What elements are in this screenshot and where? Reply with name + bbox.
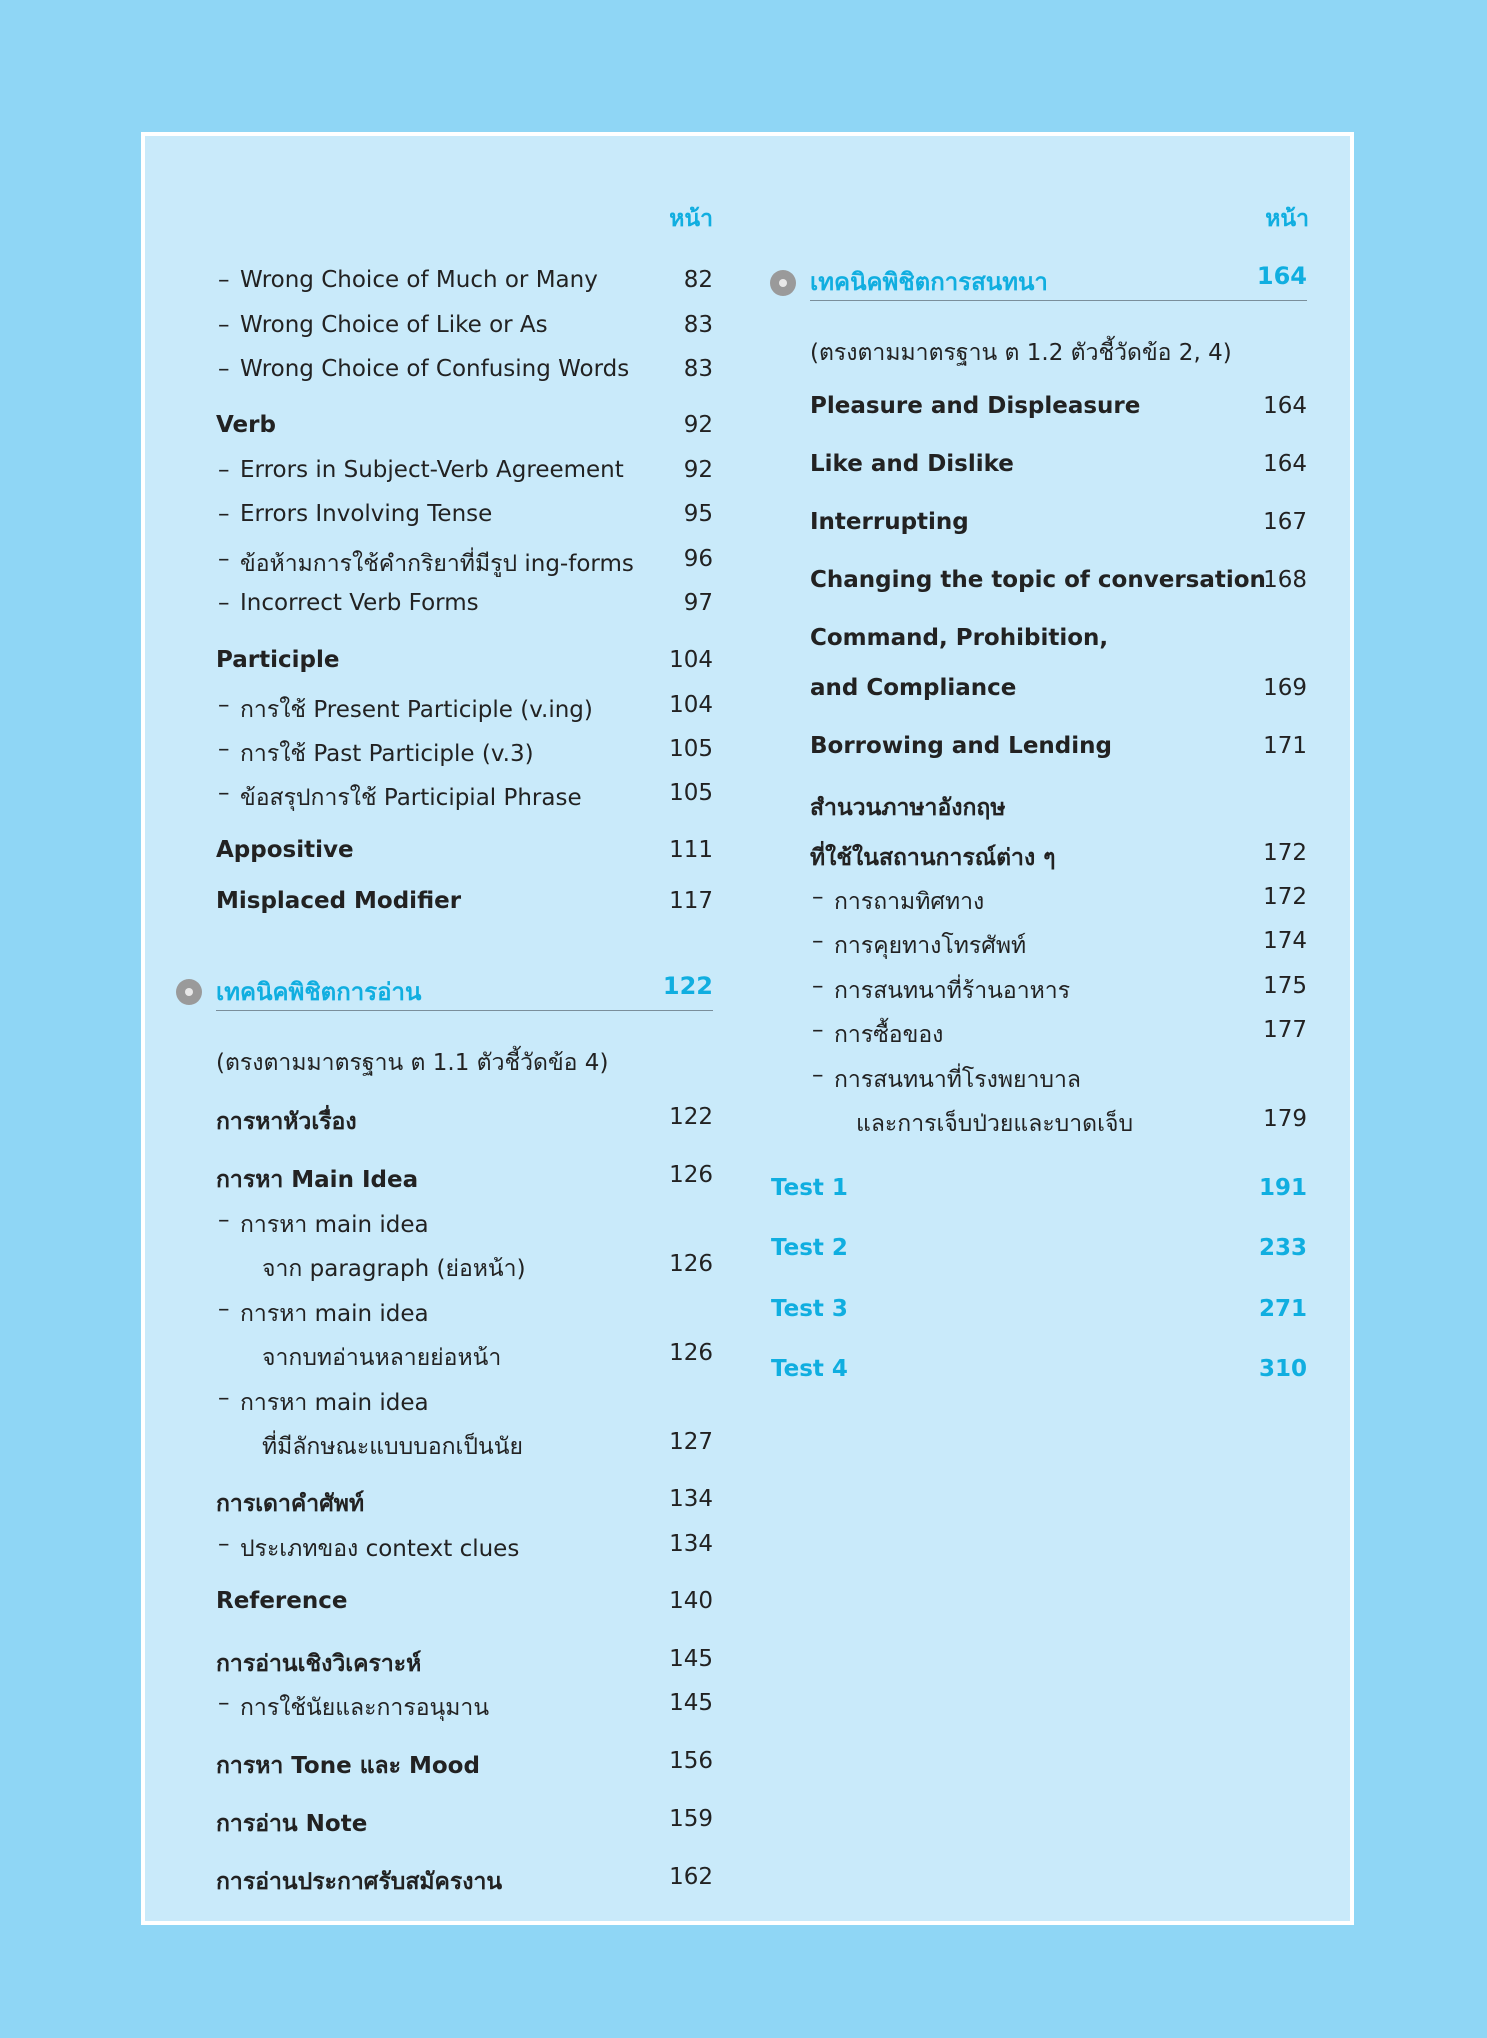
standard-note: (ตรงตามมาตรฐาน ต 1.2 ตัวชี้วัดข้อ 2, 4) — [810, 340, 1232, 366]
toc-entry[interactable]: Misplaced Modifier 117 — [216, 888, 713, 914]
toc-entry[interactable]: การอ่านเชิงวิเคราะห์ 145 — [216, 1646, 713, 1677]
test-entry[interactable]: Test 2 233 — [771, 1235, 1307, 1261]
toc-entry[interactable]: – ประเภทของ context clues 134 — [216, 1531, 713, 1567]
toc-entry[interactable]: – การซื้อของ 177 — [810, 1017, 1307, 1053]
toc-entry[interactable]: – การหา main idea — [216, 1385, 713, 1421]
toc-entry[interactable]: – การสนทนาที่โรงพยาบาล — [810, 1062, 1307, 1098]
section-bullet-icon — [770, 270, 796, 296]
toc-entry[interactable]: Like and Dislike 164 — [810, 451, 1307, 477]
toc-entry[interactable]: การอ่านประกาศรับสมัครงาน 162 — [216, 1864, 713, 1895]
toc-entry[interactable]: Reference 140 — [216, 1588, 713, 1614]
toc-entry[interactable]: – ข้อห้ามการใช้คำกริยาที่มีรูป ing-forms 96 — [216, 546, 713, 582]
toc-entry[interactable]: – Errors in Subject-Verb Agreement 92 — [216, 457, 713, 483]
toc-entry[interactable]: Changing the topic of conversation 168 — [810, 567, 1307, 593]
toc-entry[interactable]: – การหา main idea — [216, 1296, 713, 1332]
toc-entry[interactable]: Borrowing and Lending 171 — [810, 733, 1307, 759]
section-heading-reading[interactable]: เทคนิคพิชิตการอ่าน 122 — [216, 972, 713, 1011]
toc-entry[interactable]: – Wrong Choice of Confusing Words 83 — [216, 356, 713, 382]
toc-entry[interactable]: – การสนทนาที่ร้านอาหาร 175 — [810, 973, 1307, 1009]
toc-entry[interactable]: – Incorrect Verb Forms 97 — [216, 590, 713, 616]
toc-entry[interactable]: Pleasure and Displeasure 164 — [810, 393, 1307, 419]
toc-entry[interactable]: การอ่าน Note 159 — [216, 1806, 713, 1837]
toc-entry[interactable]: and Compliance 169 — [810, 675, 1307, 701]
toc-entry[interactable]: Verb 92 — [216, 412, 713, 438]
toc-entry[interactable]: และการเจ็บป่วยและบาดเจ็บ 179 — [856, 1106, 1307, 1137]
section-heading-conversation[interactable]: เทคนิคพิชิตการสนทนา 164 — [810, 262, 1307, 301]
toc-entry[interactable]: – Wrong Choice of Like or As 83 — [216, 312, 713, 338]
toc-entry[interactable]: – การถามทิศทาง 172 — [810, 884, 1307, 920]
toc-entry[interactable]: การเดาคำศัพท์ 134 — [216, 1486, 713, 1517]
test-entry[interactable]: Test 3 271 — [771, 1296, 1307, 1322]
toc-entry[interactable]: Interrupting 167 — [810, 509, 1307, 535]
toc-entry[interactable]: สำนวนภาษาอังกฤษ — [810, 795, 1006, 821]
toc-entry[interactable]: – การใช้ Past Participle (v.3) 105 — [216, 736, 713, 772]
toc-entry[interactable]: – การคุยทางโทรศัพท์ 174 — [810, 928, 1307, 964]
toc-entry[interactable]: Appositive 111 — [216, 837, 713, 863]
test-entry[interactable]: Test 1 191 — [771, 1175, 1307, 1201]
toc-entry[interactable]: – การหา main idea — [216, 1207, 713, 1243]
toc-entry[interactable]: – การใช้นัยและการอนุมาน 145 — [216, 1690, 713, 1726]
page-column-header-left: หน้า — [669, 206, 713, 232]
standard-note: (ตรงตามมาตรฐาน ต 1.1 ตัวชี้วัดข้อ 4) — [216, 1050, 609, 1076]
toc-entry[interactable]: – Wrong Choice of Much or Many 82 — [216, 267, 713, 293]
toc-entry[interactable]: Participle 104 — [216, 647, 713, 673]
toc-entry[interactable]: การหา Main Idea 126 — [216, 1162, 713, 1193]
toc-entry[interactable]: ที่มีลักษณะแบบบอกเป็นนัย 127 — [262, 1429, 713, 1460]
page-column-header-right: หน้า — [1265, 206, 1309, 232]
section-bullet-icon — [176, 979, 202, 1005]
toc-entry[interactable]: การหา Tone และ Mood 156 — [216, 1748, 713, 1779]
toc-entry[interactable]: ที่ใช้ในสถานการณ์ต่าง ๆ 172 — [810, 840, 1307, 871]
toc-entry[interactable]: การหาหัวเรื่อง 122 — [216, 1104, 713, 1135]
toc-entry[interactable]: – ข้อสรุปการใช้ Participial Phrase 105 — [216, 780, 713, 816]
toc-entry[interactable]: – การใช้ Present Participle (v.ing) 104 — [216, 692, 713, 728]
toc-entry[interactable]: จากบทอ่านหลายย่อหน้า 126 — [262, 1340, 713, 1371]
toc-entry[interactable]: – Errors Involving Tense 95 — [216, 501, 713, 527]
toc-entry[interactable]: จาก paragraph (ย่อหน้า) 126 — [262, 1251, 713, 1282]
toc-entry[interactable]: Command, Prohibition, — [810, 625, 1109, 651]
test-entry[interactable]: Test 4 310 — [771, 1356, 1307, 1382]
